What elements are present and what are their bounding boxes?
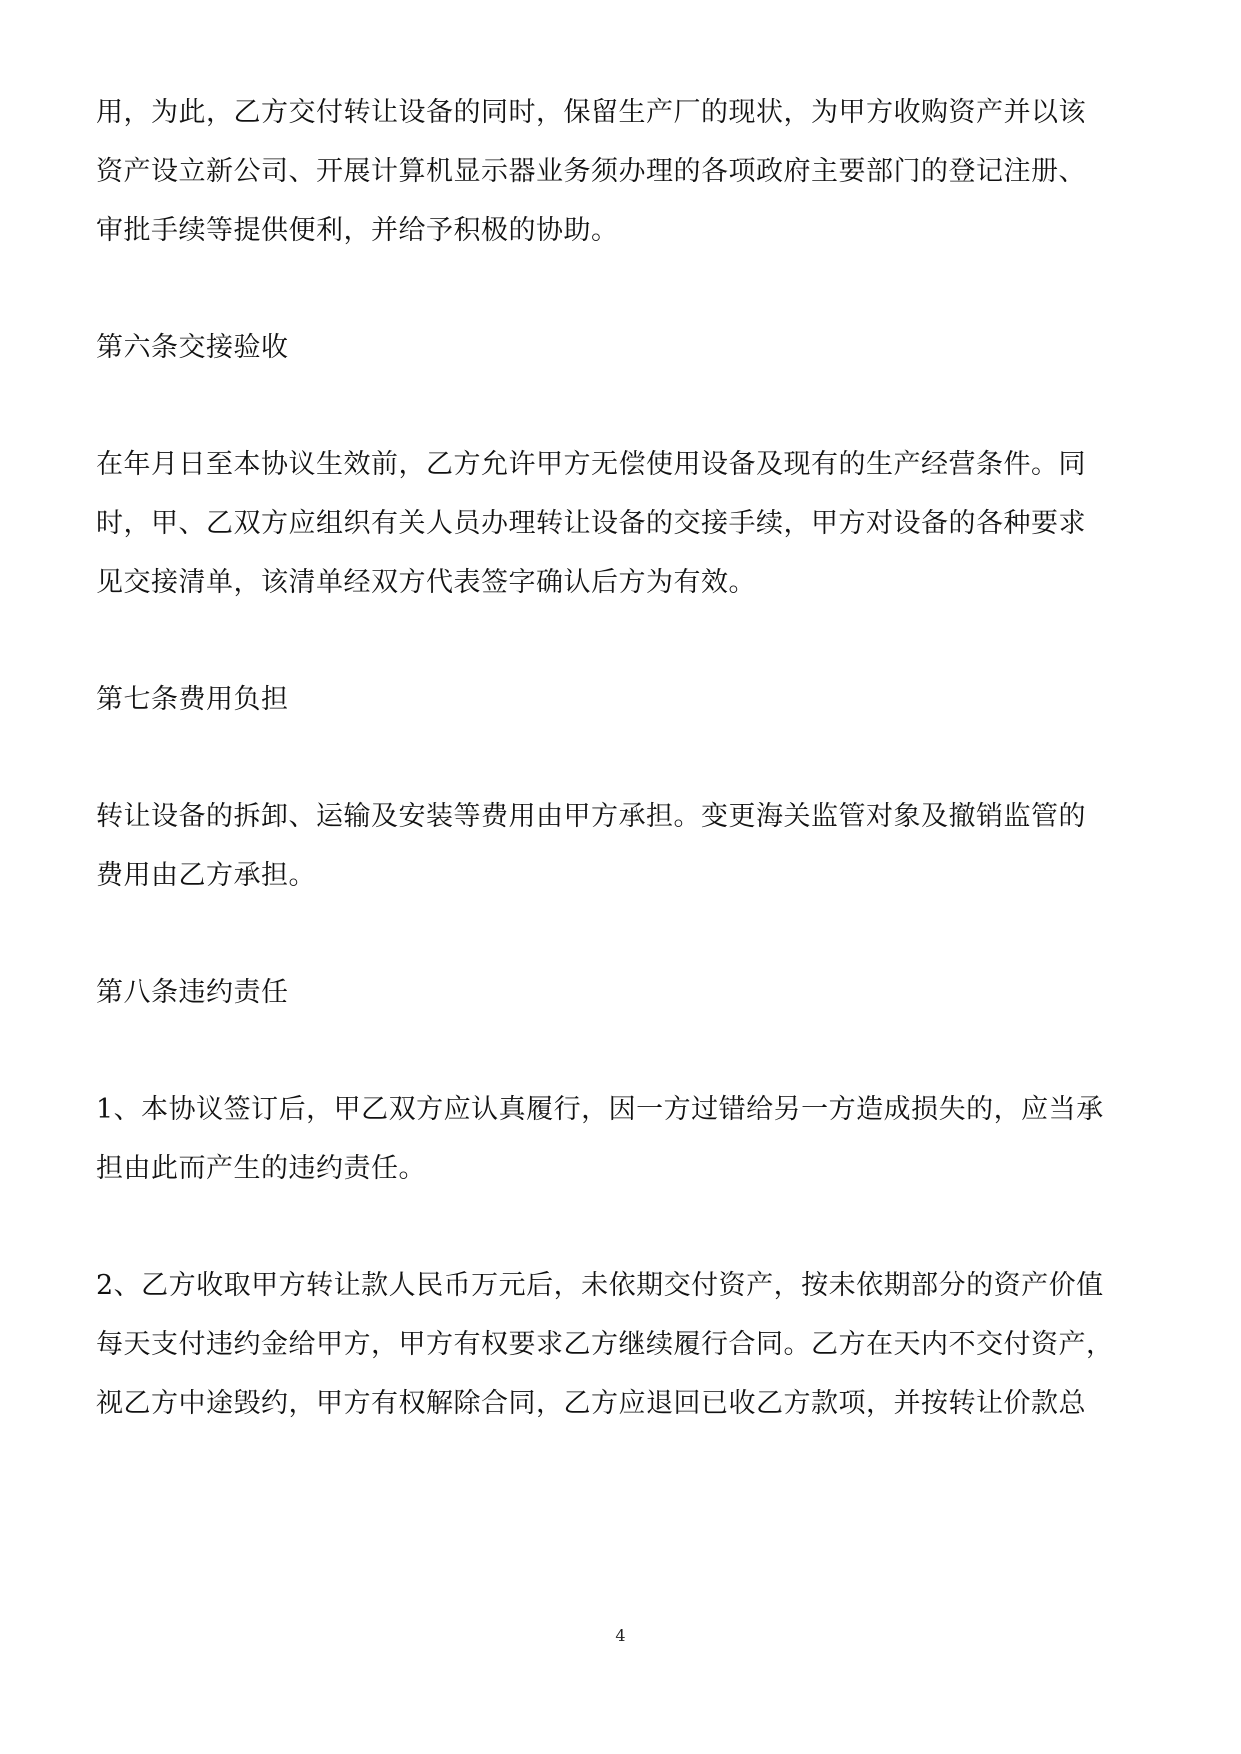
text-line: 2、乙方收取甲方转让款人民币万元后，未依期交付资产，按未依期部分的资产价值 [96, 1270, 1104, 1301]
text-line: 见交接清单，该清单经双方代表签字确认后方为有效。 [96, 567, 756, 598]
text-line: 视乙方中途毁约，甲方有权解除合同，乙方应退回已收乙方款项，并按转让价款总 [96, 1388, 1086, 1419]
text-line: 时，甲、乙双方应组织有关人员办理转让设备的交接手续，甲方对设备的各种要求 [96, 508, 1086, 539]
section-heading: 第七条费用负担 [96, 684, 289, 715]
text-line: 每天支付违约金给甲方，甲方有权要求乙方继续履行合同。乙方在天内不交付资产， [96, 1329, 1114, 1360]
page-number: 4 [615, 1626, 626, 1645]
text-line: 费用由乙方承担。 [96, 860, 316, 891]
text-line: 用，为此，乙方交付转让设备的同时，保留生产厂的现状，为甲方收购资产并以该 [96, 97, 1086, 128]
text-line: 审批手续等提供便利，并给予积极的协助。 [96, 215, 619, 246]
section-heading: 第六条交接验收 [96, 332, 289, 363]
text-line: 转让设备的拆卸、运输及安装等费用由甲方承担。变更海关监管对象及撤销监管的 [96, 801, 1086, 832]
section-heading: 第八条违约责任 [96, 977, 289, 1008]
text-line: 担由此而产生的违约责任。 [96, 1153, 426, 1184]
text-line: 在年月日至本协议生效前，乙方允许甲方无偿使用设备及现有的生产经营条件。同 [96, 449, 1086, 480]
text-line: 1、本协议签订后，甲乙双方应认真履行，因一方过错给另一方造成损失的，应当承 [96, 1094, 1104, 1125]
text-line: 资产设立新公司、开展计算机显示器业务须办理的各项政府主要部门的登记注册、 [96, 156, 1086, 187]
